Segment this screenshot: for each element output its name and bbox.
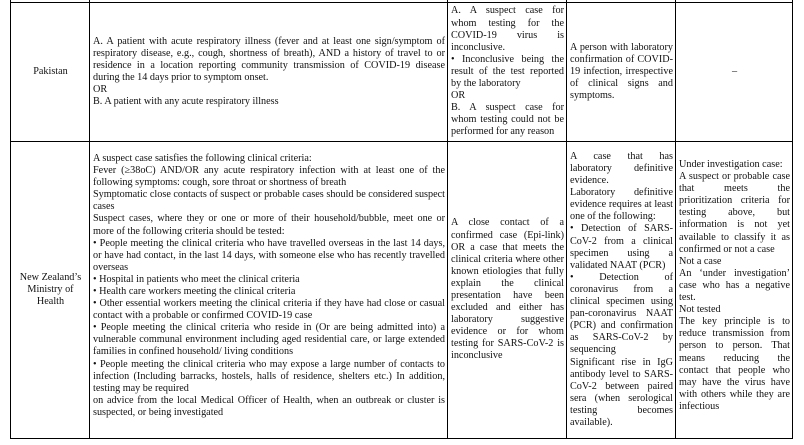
paragraph: Suspect cases, where they or one or more of their household/bubble, meet one or more of the following criteria should be tested: (93, 213, 445, 237)
paragraph: A. A suspect case for whom testing for the COVID-19 virus is inconclusive. (451, 5, 564, 53)
table-row-pakistan (11, 3, 793, 142)
empty-dash: – (731, 65, 738, 77)
confirmed-case-cell (567, 3, 676, 142)
paragraph: B. A suspect case for whom testing could not be performed for any reason (451, 102, 564, 138)
probable-case-cell (448, 142, 567, 439)
country-cell (11, 3, 90, 142)
suspected-case-cell (90, 142, 448, 439)
paragraph: Significant rise in IgG antibody level to SARS-CoV-2 between paired sera (when serological testing becomes available). (570, 356, 673, 428)
bullet-item: • Detection of coronavirus from a clinical specimen using pan-coronavirus NAAT (PCR) and confirmation as SARS-CoV-2 by sequencing (570, 271, 673, 356)
paragraph: B. A patient with any acute respiratory illness (93, 96, 279, 108)
bullet-item: • Hospital in patients who meet the clinical criteria (93, 273, 300, 285)
paragraph: Not tested (679, 304, 721, 316)
bullet-item: • People meeting the clinical criteria who may expose a large number of contacts to infection (Including barracks, hostels, halls of residence, shelters etc.) In addition, testing may be required (93, 358, 445, 394)
other-cell (676, 3, 793, 142)
paragraph: An ‘under investigation’ case who has a negative test. (679, 267, 790, 304)
paragraph: A case that has laboratory definitive evidence. (570, 150, 673, 187)
paragraph: A person with laboratory confirmation of COVID-19 infection, irrespective of clinical signs and symptoms. (570, 41, 673, 102)
paragraph: OR (451, 90, 466, 102)
paragraph: The key principle is to reduce transmission from person to person. That means reducing the contact that people who may have the virus have with others while they are infectious (679, 316, 790, 412)
country-name: New Zealand’s Ministry of Health (19, 271, 82, 308)
country-name: Pakistan (33, 65, 68, 77)
paragraph: OR (93, 84, 108, 96)
probable-case-cell (448, 3, 567, 142)
paragraph: Laboratory definitive evidence requires at least one of the following: (570, 187, 673, 223)
paragraph: A suspect case satisfies the following clinical criteria: (93, 152, 312, 164)
paragraph: A. A patient with acute respiratory illness (fever and at least one sign/symptom of respiratory disease, e.g., cough, shortness of breath), AND a history of travel to or residence in a location reporting community transmission of COVID-19 disease during the 14 days prior to symptom onset. (93, 35, 445, 83)
bullet-item: • Detection of SARS-CoV-2 from a clinical specimen using a validated NAAT (PCR) (570, 223, 673, 271)
paragraph: A close contact of a confirmed case (Epi-link) OR a case that meets the clinical criteria where other known etiologies that fully explain the clinical presentation have been excluded and either has laboratory suggestive evidence or for whom testing for SARS-CoV-2 is inconclusive (451, 217, 564, 362)
bullet-item: • People meeting the clinical criteria who reside in (Or are being admitted into) a vulnerable communal environment including aged residential care, or large extended families in confined household/ living conditions (93, 322, 445, 358)
paragraph: on advice from the local Medical Officer of Health, when an outbreak or cluster is suspected, or being investigated (93, 394, 445, 418)
case-definitions-table (10, 0, 793, 439)
table-row-new-zealand (11, 142, 793, 439)
paragraph: Under investigation case: (679, 159, 783, 171)
confirmed-case-cell (567, 142, 676, 439)
paragraph: Not a case (679, 255, 722, 267)
paragraph: A suspect or probable case that meets the prioritization criteria for testing above, but information is not yet available to classify it as confirmed or not a case (679, 171, 790, 255)
country-cell (11, 142, 90, 439)
suspected-case-cell (90, 3, 448, 142)
bullet-item: • Inconclusive being the result of the test reported by the laboratory (451, 53, 564, 90)
bullet-item: • Health care workers meeting the clinical criteria (93, 286, 296, 297)
bullet-item: • People meeting the clinical criteria who have travelled overseas in the last 14 days, or have had contact, in the last 14 days, with someone else who has recently travelled overseas (93, 237, 445, 273)
paragraph: Symptomatic close contacts of suspect or probable cases should be considered suspect cases (93, 189, 445, 213)
bullet-item: • Other essential workers meeting the clinical criteria if they have had close or casual contact with a probable or confirmed COVID-19 case (93, 298, 445, 322)
other-cell (676, 142, 793, 439)
paragraph: Fever (≥38oC) AND/OR any acute respiratory infection with at least one of the following symptoms: cough, sore throat or shortness of breath (93, 165, 445, 189)
